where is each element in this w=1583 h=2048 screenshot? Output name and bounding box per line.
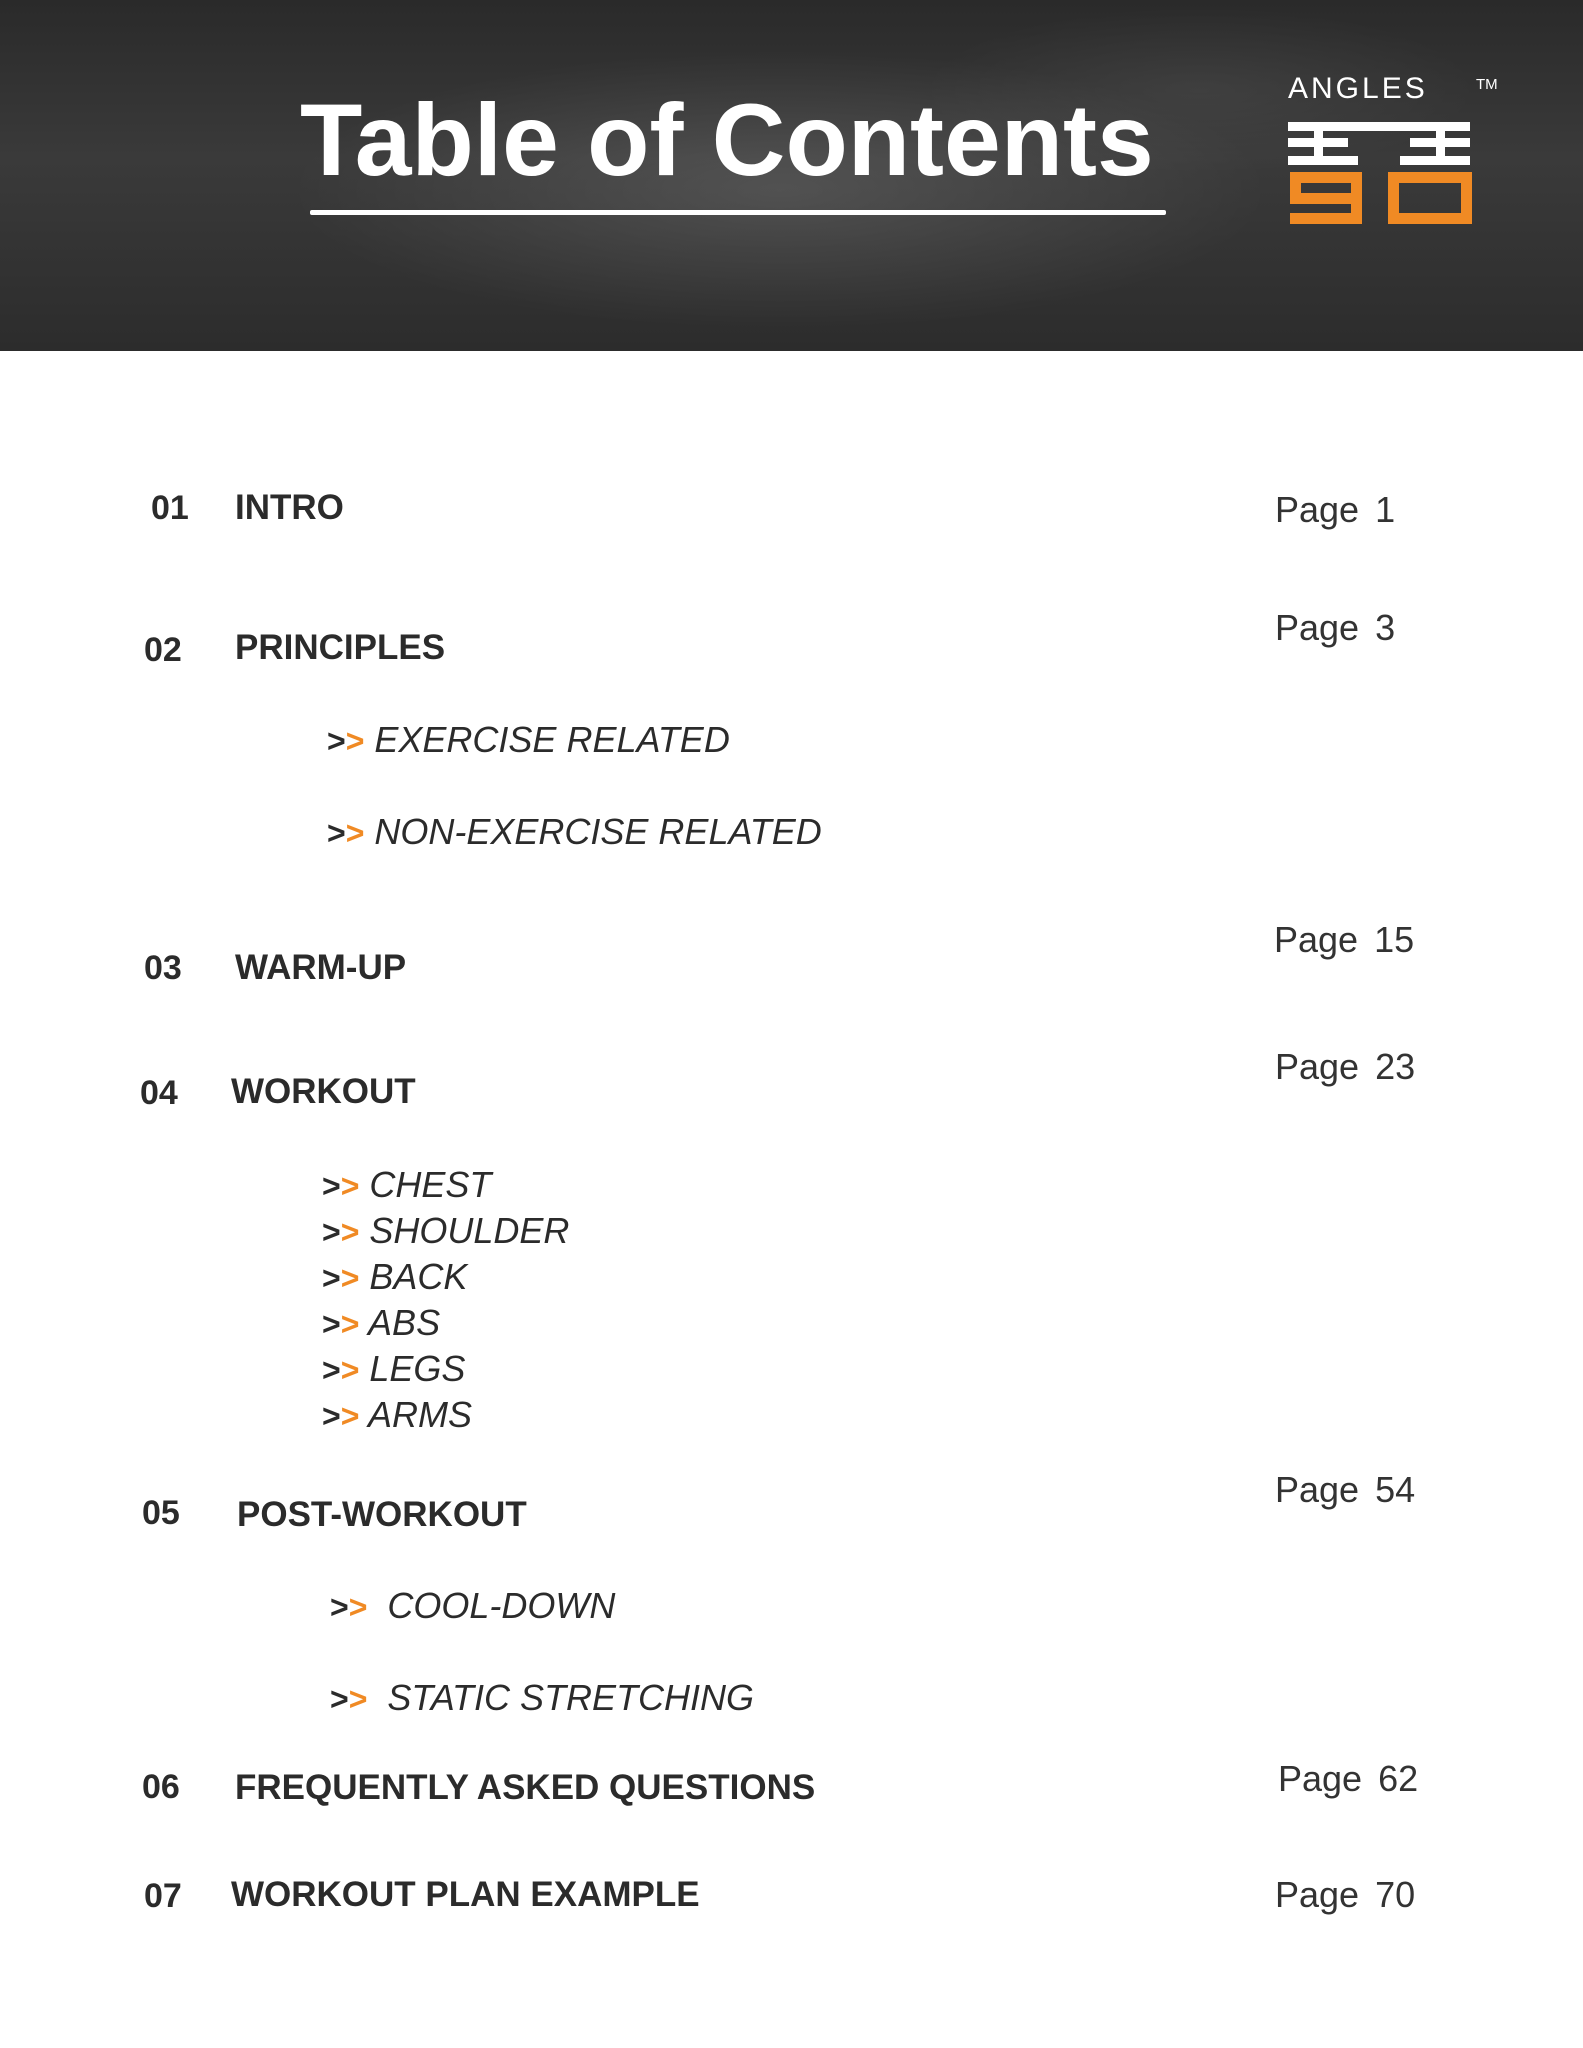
- section-number: 07: [144, 1877, 182, 1915]
- page-reference[interactable]: [1275, 608, 1395, 648]
- subsection-label: NON-EXERCISE RELATED: [374, 811, 822, 852]
- page-number: 70: [1375, 1874, 1416, 1915]
- subsection-label: CHEST: [369, 1164, 492, 1205]
- subsection-label: EXERCISE RELATED: [374, 719, 730, 760]
- section-number: 04: [140, 1074, 178, 1112]
- page-reference[interactable]: [1275, 1047, 1415, 1087]
- chevron-right-icon: >>: [322, 1398, 360, 1434]
- section-number: 02: [144, 631, 182, 669]
- page-label: Page: [1275, 1469, 1360, 1510]
- section-title-faq[interactable]: FREQUENTLY ASKED QUESTIONS: [235, 1768, 816, 1807]
- page-title: Table of Contents: [300, 83, 1154, 197]
- page-label: Page: [1275, 1046, 1360, 1087]
- page-number: 15: [1374, 919, 1415, 960]
- chevron-right-icon: >>: [322, 1352, 360, 1388]
- subsection-item[interactable]: [322, 1257, 467, 1298]
- section-number: 05: [142, 1494, 180, 1532]
- chevron-right-icon: >>: [330, 1681, 368, 1717]
- chevron-right-icon: >>: [327, 815, 365, 851]
- page-reference[interactable]: [1275, 1470, 1415, 1510]
- page-reference[interactable]: [1274, 920, 1414, 960]
- page-label: Page: [1274, 919, 1359, 960]
- section-title-principles[interactable]: PRINCIPLES: [235, 628, 446, 667]
- page-number: 54: [1375, 1469, 1416, 1510]
- page-number: 23: [1375, 1046, 1416, 1087]
- subsection-item[interactable]: [327, 720, 730, 761]
- section-number: 01: [151, 489, 189, 527]
- header-banner: [0, 0, 1583, 351]
- section-title-intro[interactable]: INTRO: [235, 488, 344, 527]
- subsection-label: STATIC STRETCHING: [387, 1677, 755, 1718]
- subsection-item[interactable]: [330, 1678, 754, 1719]
- page-reference[interactable]: [1278, 1759, 1418, 1799]
- subsection-label: ARMS: [368, 1394, 473, 1435]
- chevron-right-icon: >>: [322, 1306, 360, 1342]
- chevron-right-icon: >>: [327, 723, 365, 759]
- page-reference[interactable]: [1275, 1875, 1415, 1915]
- subsection-label: BACK: [369, 1256, 468, 1297]
- chevron-right-icon: >>: [330, 1589, 368, 1625]
- subsection-item[interactable]: [327, 812, 822, 853]
- page-number: 1: [1375, 489, 1396, 530]
- logo-trademark: TM: [1476, 76, 1498, 93]
- subsection-label: SHOULDER: [369, 1210, 570, 1251]
- subsection-item[interactable]: [322, 1211, 569, 1252]
- section-number: 03: [144, 949, 182, 987]
- page-number: 62: [1378, 1758, 1419, 1799]
- subsection-item[interactable]: [322, 1349, 465, 1390]
- section-title-workout-plan-example[interactable]: WORKOUT PLAN EXAMPLE: [231, 1875, 700, 1914]
- title-underline: [310, 210, 1166, 215]
- page-number: 3: [1375, 607, 1396, 648]
- subsection-label: COOL-DOWN: [387, 1585, 616, 1626]
- chevron-right-icon: >>: [322, 1168, 360, 1204]
- subsection-label: LEGS: [369, 1348, 466, 1389]
- section-title-post-workout[interactable]: POST-WORKOUT: [237, 1495, 527, 1534]
- chevron-right-icon: >>: [322, 1214, 360, 1250]
- page-label: Page: [1275, 1874, 1360, 1915]
- page-label: Page: [1275, 489, 1360, 530]
- angles-90-logo: [1280, 72, 1520, 242]
- page-label: Page: [1278, 1758, 1363, 1799]
- subsection-item[interactable]: [330, 1586, 615, 1627]
- section-title-warm-up[interactable]: WARM-UP: [235, 948, 407, 987]
- subsection-label: ABS: [368, 1302, 441, 1343]
- logo-wordmark: ANGLES: [1288, 72, 1428, 105]
- subsection-item[interactable]: [322, 1395, 472, 1436]
- chevron-right-icon: >>: [322, 1260, 360, 1296]
- subsection-item[interactable]: [322, 1303, 440, 1344]
- section-title-workout[interactable]: WORKOUT: [231, 1072, 416, 1111]
- section-number: 06: [142, 1768, 180, 1806]
- page-label: Page: [1275, 607, 1360, 648]
- logo-90-graphic: [1280, 72, 1520, 242]
- page-reference[interactable]: [1275, 490, 1395, 530]
- subsection-item[interactable]: [322, 1165, 491, 1206]
